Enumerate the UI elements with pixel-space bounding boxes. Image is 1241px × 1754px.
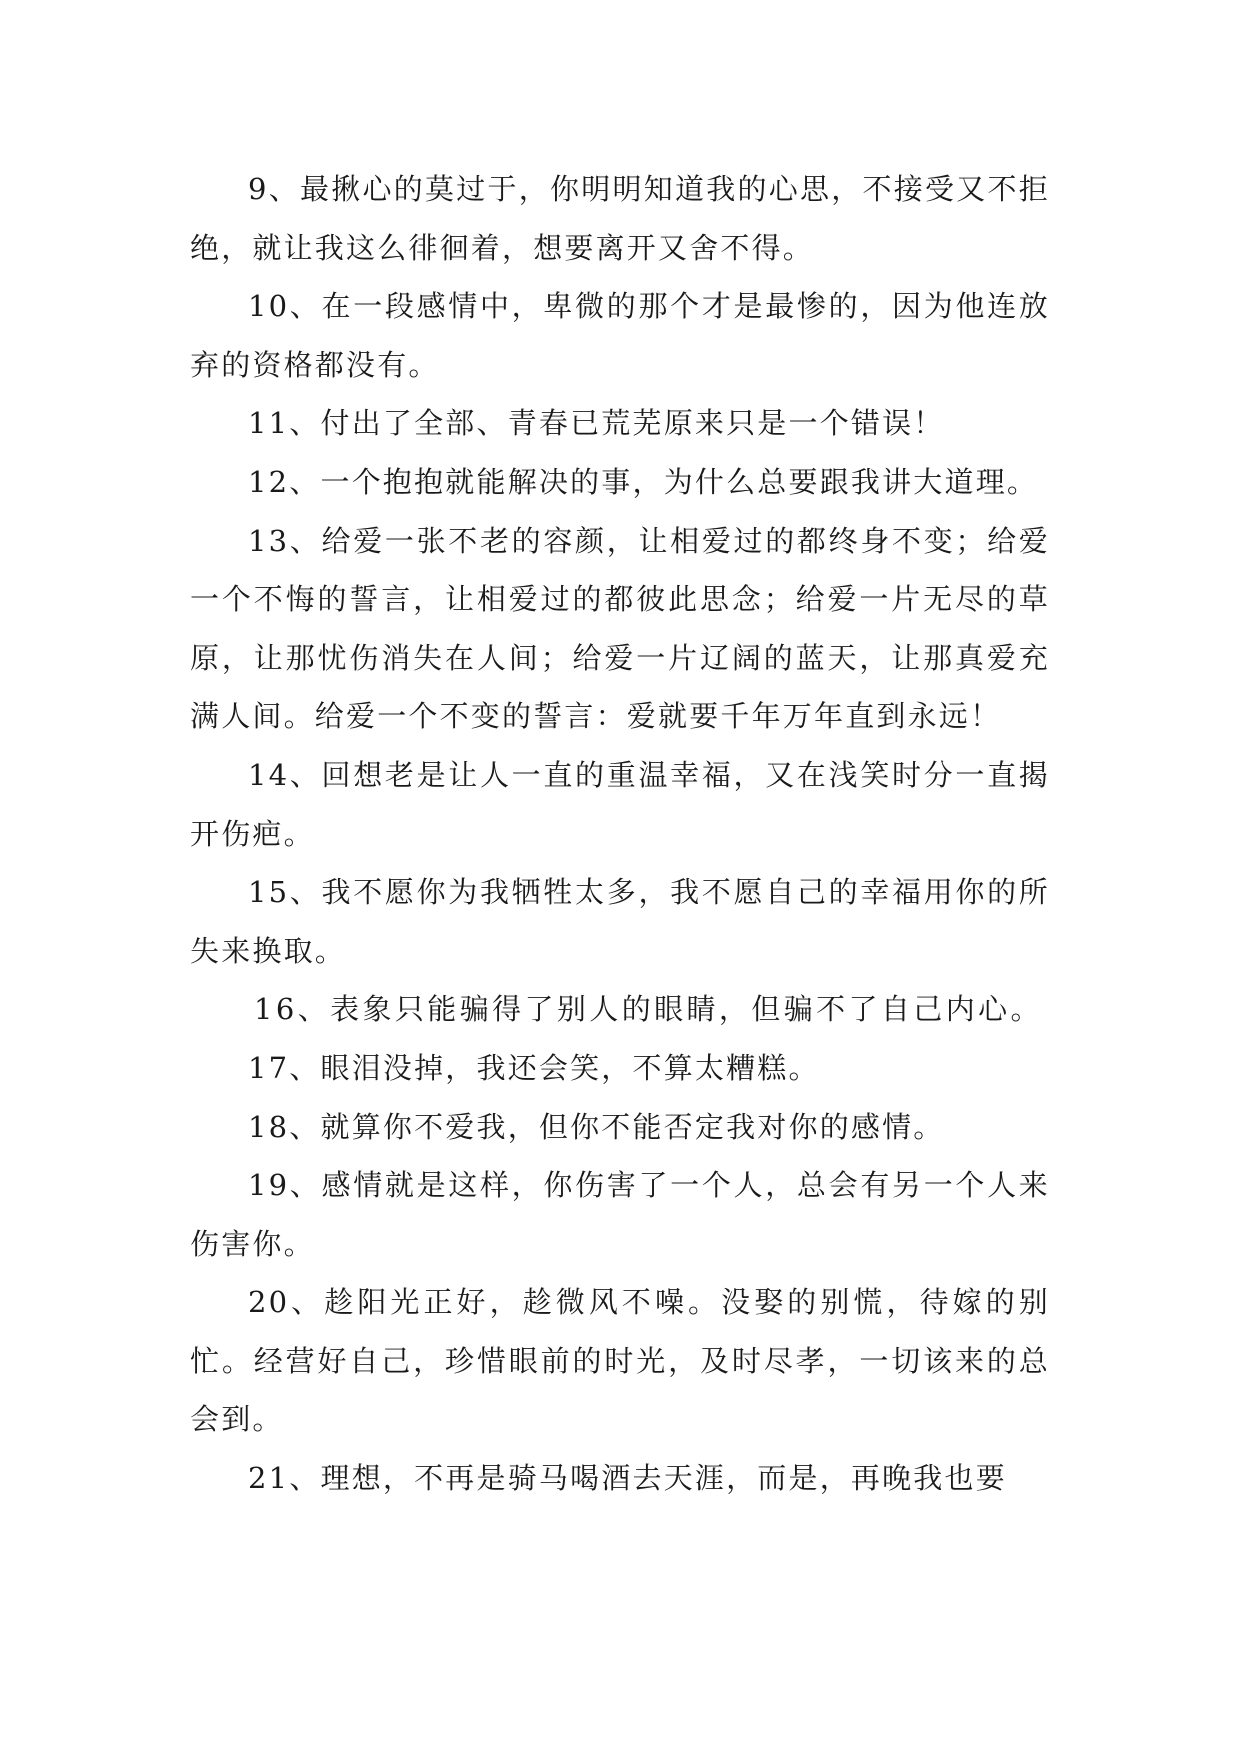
paragraph-17: 17、眼泪没掉，我还会笑，不算太糟糕。 xyxy=(248,1050,820,1085)
paragraph-20: 20、趁阳光正好，趁微风不噪。没娶的别慌，待嫁的别忙。经营好自己，珍惜眼前的时光，及时尽孝，一切该来的总会到。 xyxy=(190,1285,1050,1437)
paragraph-10: 10、在一段感情中，卑微的那个才是最惨的，因为他连放弃的资格都没有。 xyxy=(190,289,1050,382)
paragraph-14: 14、回想老是让人一直的重温幸福，又在浅笑时分一直揭开伤疤。 xyxy=(190,757,1050,851)
paragraph-9: 9、最揪心的莫过于，你明明知道我的心思，不接受又不拒绝，就让我这么徘徊着，想要离开又舍不得。 xyxy=(190,172,1050,265)
paragraph-21: 21、理想，不再是骑马喝酒去天涯，而是，再晚我也要 xyxy=(248,1461,1007,1496)
text-body xyxy=(190,160,1050,1508)
paragraph-11: 11、付出了全部、青春已荒芜原来只是一个错误！ xyxy=(248,406,945,441)
paragraph-13: 13、给爱一张不老的容颜，让相爱过的都终身不变；给爱一个不悔的誓言，让相爱过的都彼此思念；给爱一片无尽的草原，让那忧伤消失在人间；给爱一片辽阔的蓝天，让那真爱充满人间。给爱一个不变的誓言：爱就要千年万年直到永远！ xyxy=(190,523,1050,734)
paragraph-18: 18、就算你不爱我，但你不能否定我对你的感情。 xyxy=(248,1109,945,1144)
paragraph-12: 12、一个抱抱就能解决的事，为什么总要跟我讲大道理。 xyxy=(248,464,1039,499)
paragraph-16: 16、表象只能骗得了别人的眼睛，但骗不了自己内心。 xyxy=(254,992,1043,1027)
paragraph-15: 15、我不愿你为我牺牲太多，我不愿自己的幸福用你的所失来换取。 xyxy=(190,875,1050,968)
paragraph-19: 19、感情就是这样，你伤害了一个人，总会有另一个人来伤害你。 xyxy=(190,1168,1050,1261)
